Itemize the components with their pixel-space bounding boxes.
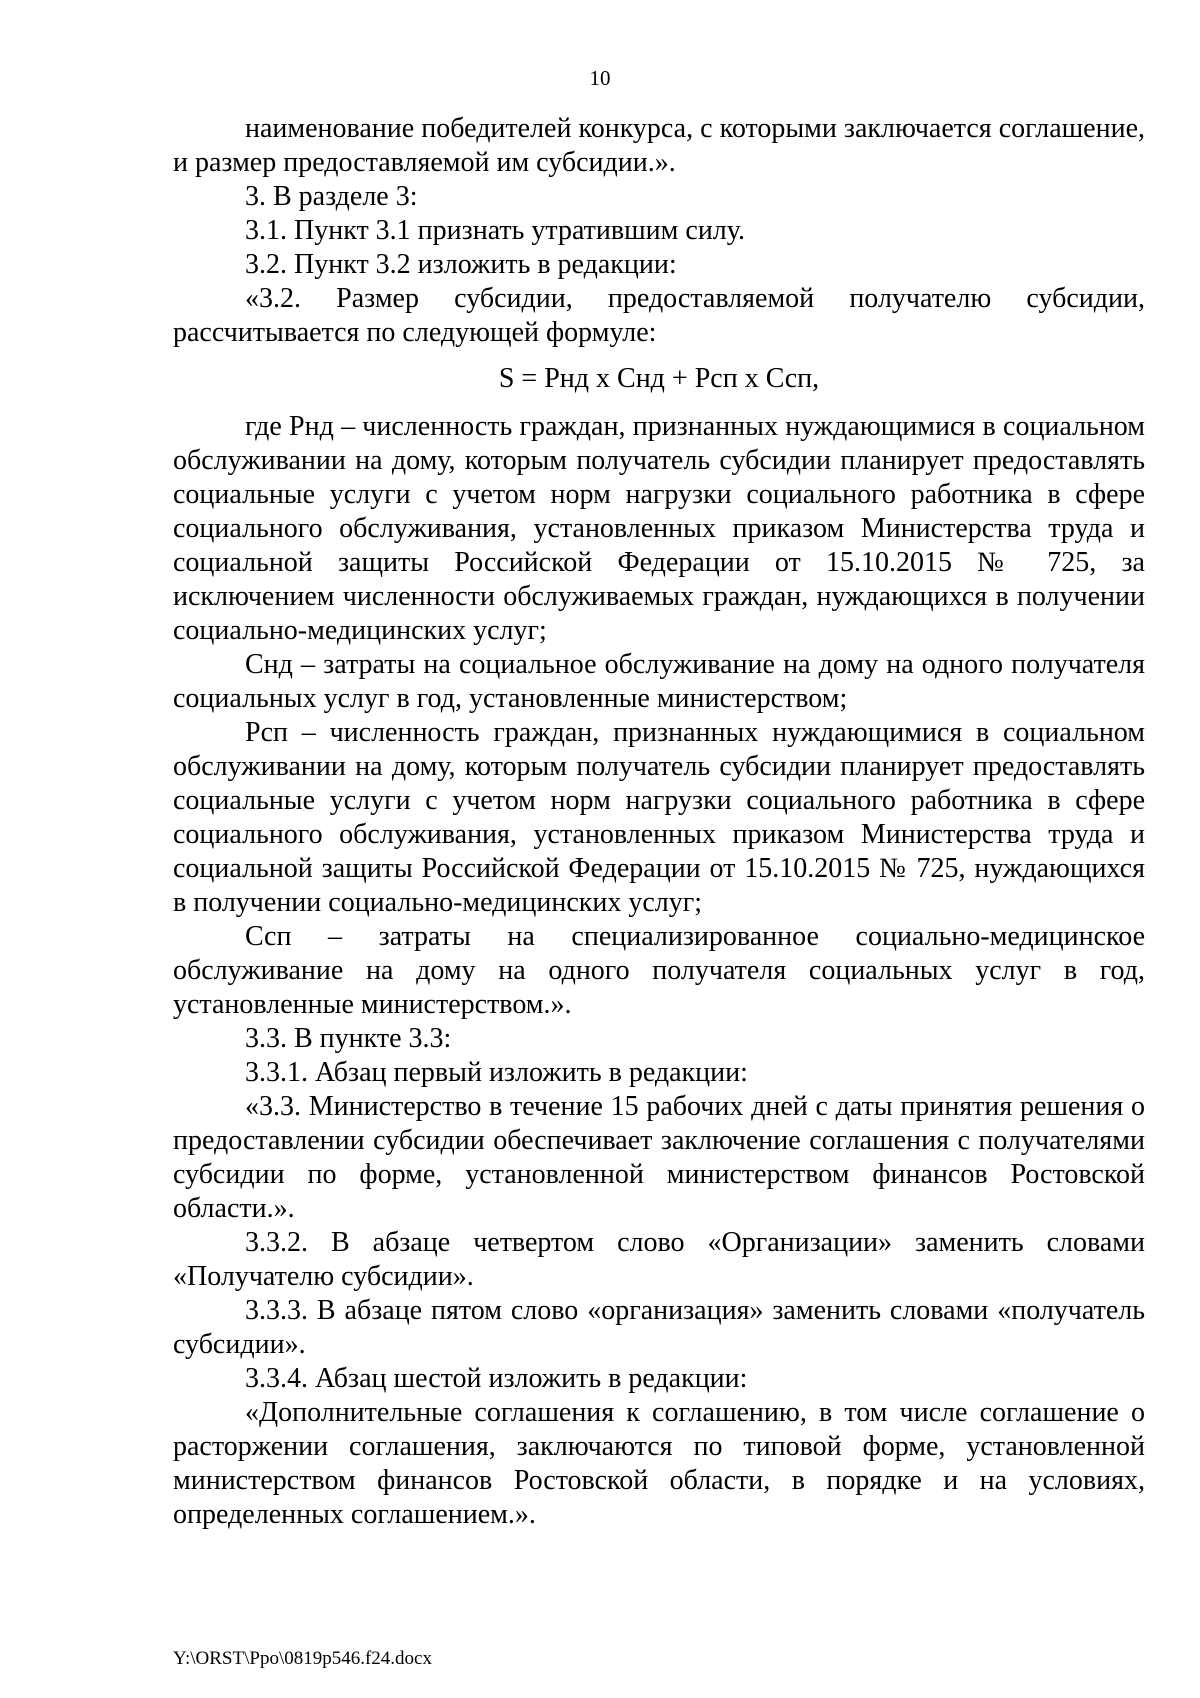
paragraph-ssp-definition: Ссп – затраты на специализированное социально-медицинское обслуживание на дому на одного получателя социальных услуг в год, установленные министерством.». xyxy=(173,921,1145,1020)
paragraph-3-3-1: 3.3.1. Абзац первый изложить в редакции: xyxy=(245,1057,748,1088)
paragraph-additional-agreements: «Дополнительные соглашения к соглашению, в том числе соглашение о расторжении соглашения, заключаются по типовой форме, установленной министерством финансов Ростовской области, в порядке и на условиях, определенных соглашением.». xyxy=(173,1397,1145,1530)
footer-file-path: Y:\ORST\Ppo\0819p546.f24.docx xyxy=(173,1648,432,1669)
paragraph-3-3-2: 3.3.2. В абзаце четвертом слово «Организации» заменить словами «Получателю субсидии». xyxy=(173,1227,1145,1292)
document-body xyxy=(173,112,1145,1532)
paragraph-rsp-definition: Рсп – численность граждан, признанных нуждающимися в социальном обслуживании на дому, которым получатель субсидии планирует предоставлять социальные услуги с учетом норм нагрузки социального работника в сфере социального обслуживания, установленных приказом Министерства труда и социальной защиты Российской Федерации от 15.10.2015 № 725, нуждающихся в получении социально-медицинских услуг; xyxy=(173,717,1145,918)
paragraph-3-1: 3.1. Пункт 3.1 признать утратившим силу. xyxy=(245,215,745,246)
subsidy-formula: S = Рнд х Снд + Рсп х Ссп, xyxy=(498,363,820,394)
paragraph-rnd-definition: где Рнд – численность граждан, признанных нуждающимися в социальном обслуживании на дому, которым получатель субсидии планирует предоставлять социальные услуги с учетом норм нагрузки социального работника в сфере социального обслуживания, установленных приказом Министерства труда и социальной защиты Российской Федерации от 15.10.2015 № 725, за исключением численности обслуживаемых граждан, нуждающихся в получении социально-медицинских услуг; xyxy=(173,411,1145,646)
paragraph-3-3: 3.3. В пункте 3.3: xyxy=(245,1023,452,1054)
paragraph-section-3: 3. В разделе 3: xyxy=(245,181,418,212)
paragraph-3-3-4: 3.3.4. Абзац шестой изложить в редакции: xyxy=(245,1363,748,1394)
paragraph-3-3-3: 3.3.3. В абзаце пятом слово «организация» заменить словами «получатель субсидии». xyxy=(173,1295,1145,1360)
paragraph-snd-definition: Снд – затраты на социальное обслуживание на дому на одного получателя социальных услуг в год, установленные министерством; xyxy=(173,649,1145,714)
page-number: 10 xyxy=(589,66,611,90)
paragraph-3-2: 3.2. Пункт 3.2 изложить в редакции: xyxy=(245,249,677,280)
paragraph-winners-name: наименование победителей конкурса, с которыми заключается соглашение, и размер предоставляемой им субсидии.». xyxy=(173,113,1145,178)
paragraph-3-2-text: «3.2. Размер субсидии, предоставляемой получателю субсидии, рассчитывается по следующей формуле: xyxy=(173,283,1145,348)
paragraph-3-3-text: «3.3. Министерство в течение 15 рабочих дней с даты принятия решения о предоставлении субсидии обеспечивает заключение соглашения с получателями субсидии по форме, установленной министерством финансов Ростовской области.». xyxy=(173,1091,1145,1224)
